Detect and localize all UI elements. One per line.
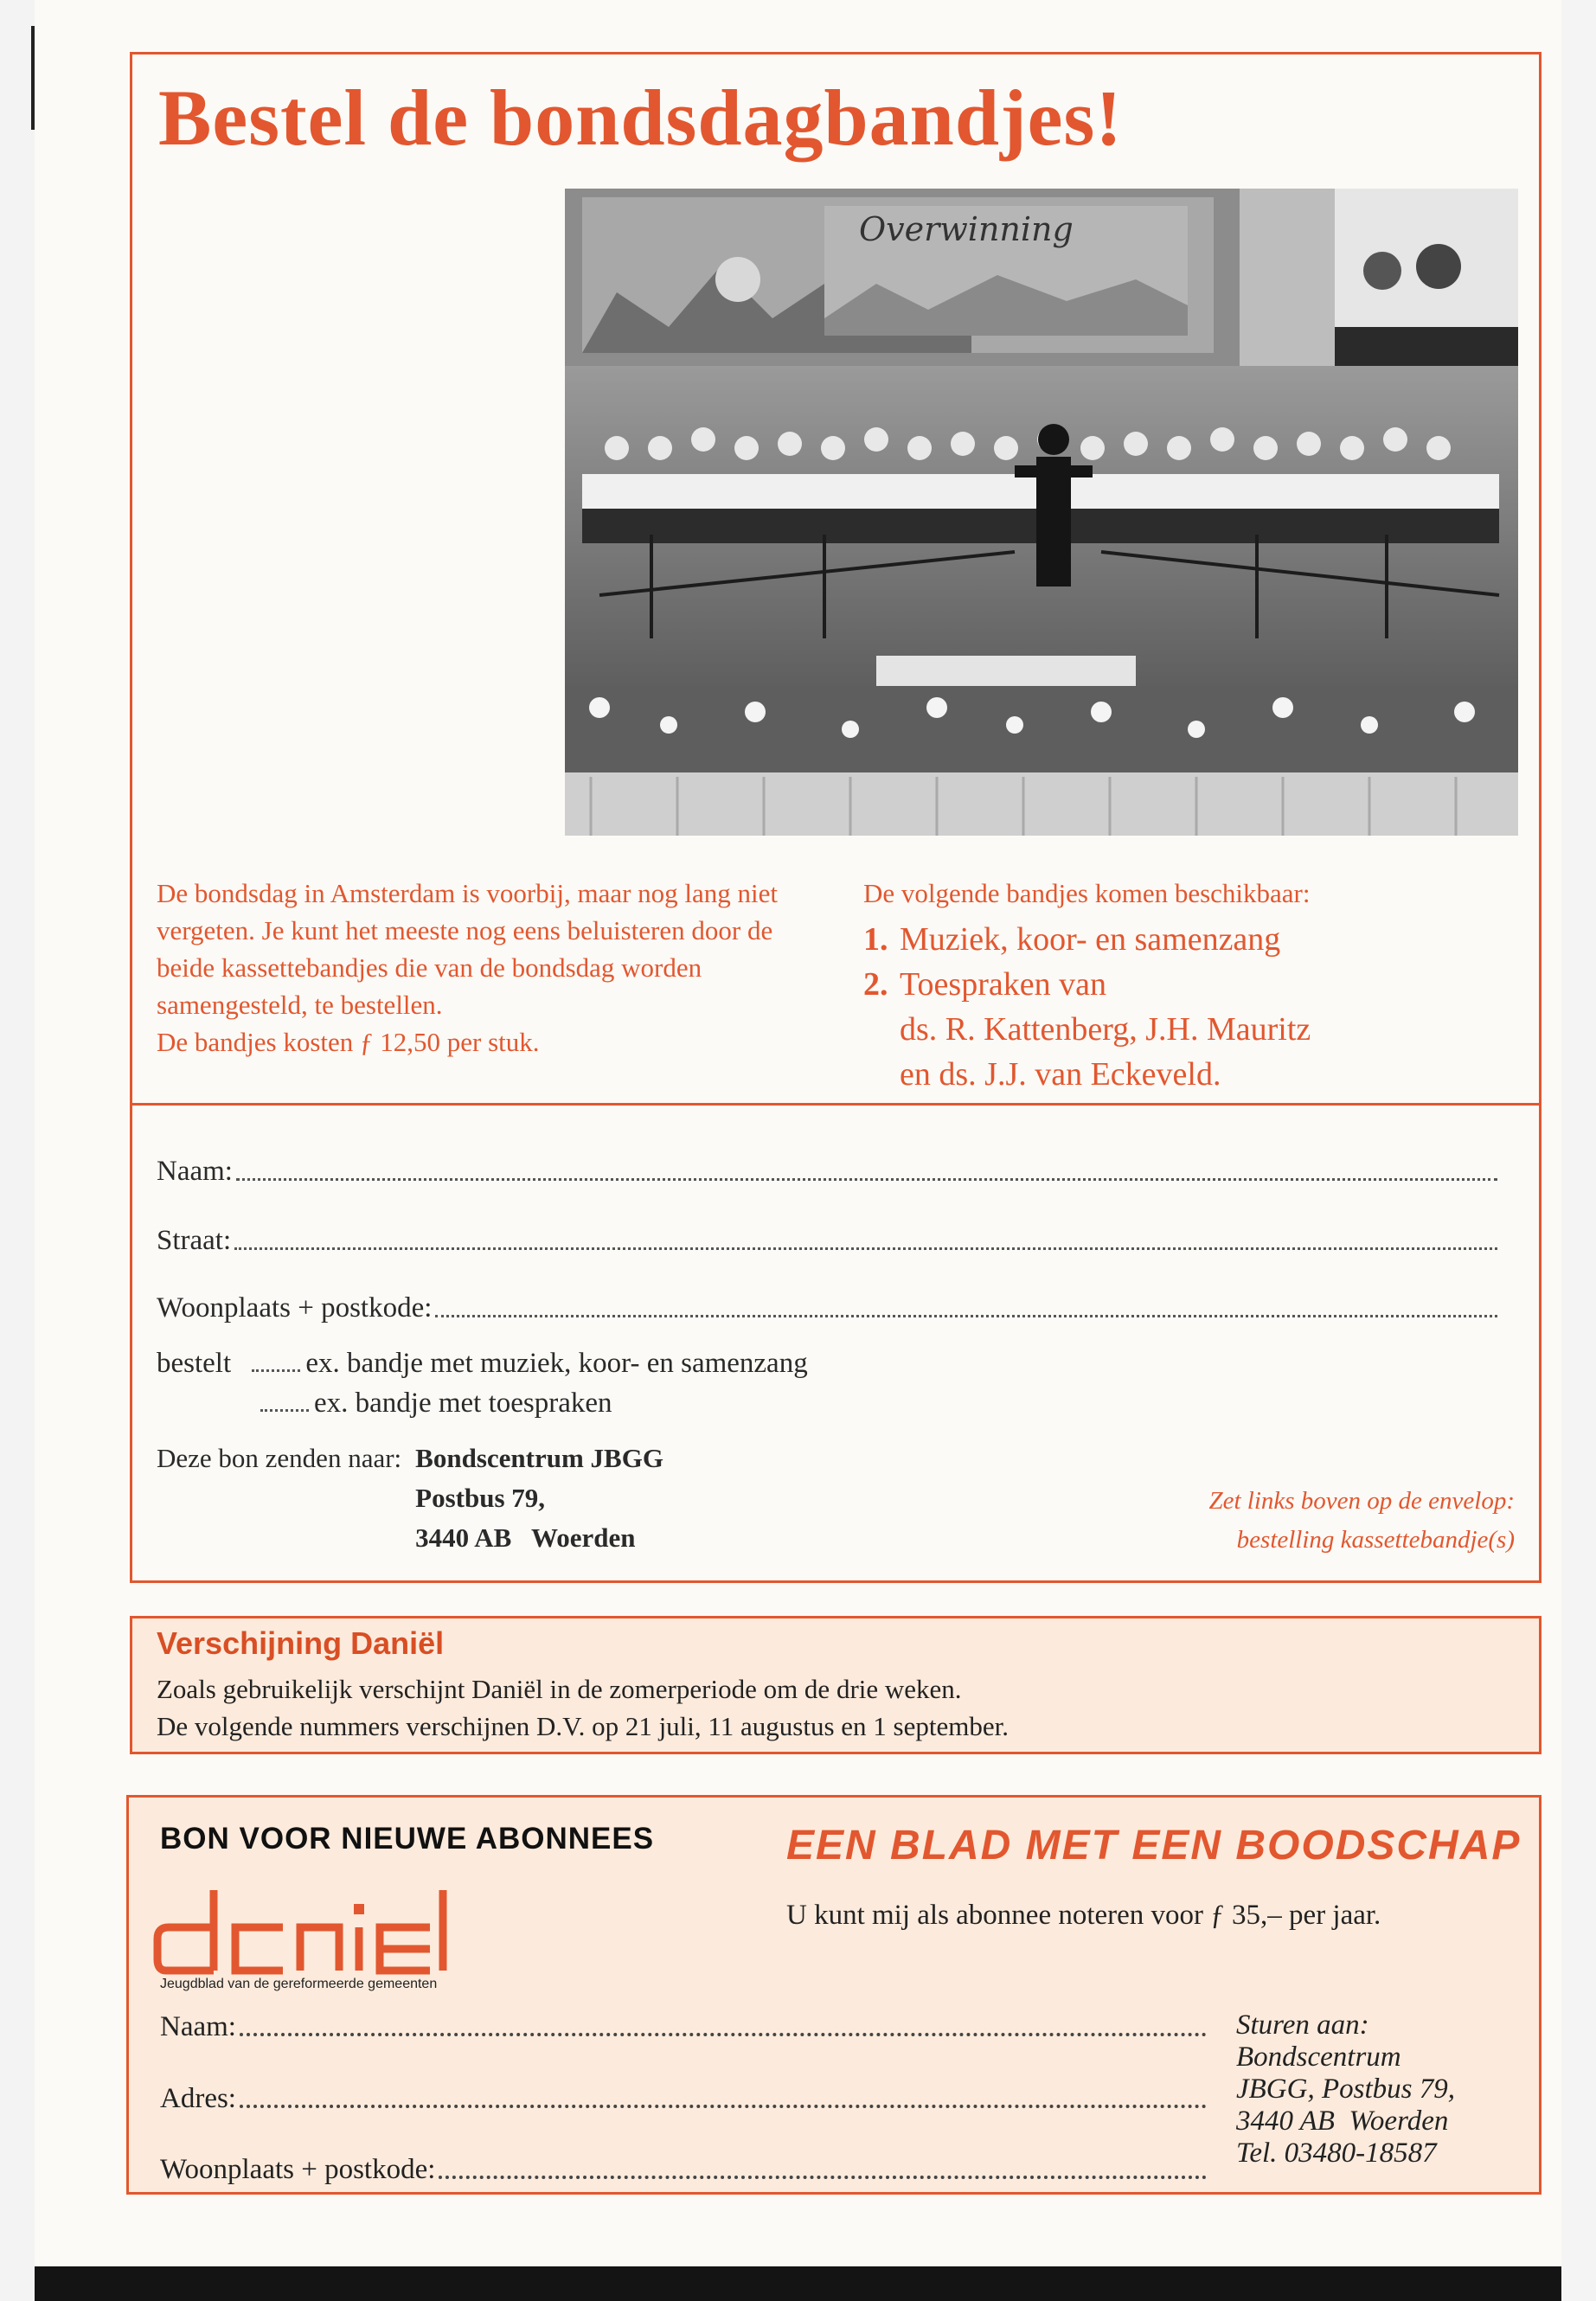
scan-edge-bottom — [35, 2266, 1561, 2301]
subscriber-name-label: Naam: — [160, 2011, 236, 2042]
send-to-line: 3440 AB Woerden — [1236, 2106, 1449, 2137]
notice-line: De volgende nummers verschijnen D.V. op 21 juli, 11 augustus en 1 september. — [157, 1711, 1009, 1741]
send-to-line: JBGG, Postbus 79, — [1236, 2073, 1455, 2105]
subscriber-name-dotted-line[interactable] — [240, 2033, 1207, 2036]
street-label: Straat: — [157, 1225, 232, 1256]
order-form-box — [130, 52, 1542, 1583]
street-field[interactable] — [157, 1222, 1497, 1257]
subscriber-address-dotted-line[interactable] — [240, 2105, 1207, 2108]
quantity-blank-speeches[interactable] — [260, 1409, 309, 1412]
subscriber-city-label: Woonplaats + postkode: — [160, 2154, 436, 2185]
intro-price: De bandjes kosten ƒ 12,50 per stuk. — [157, 1027, 540, 1057]
banner-text: Overwinning — [859, 210, 1074, 248]
subscriber-city-dotted-line[interactable] — [439, 2176, 1207, 2179]
tape-number: 1. — [863, 921, 888, 958]
available-tapes — [863, 875, 1521, 1097]
send-to-line: Sturen aan: — [1236, 2009, 1369, 2041]
orders-label: bestelt — [157, 1348, 232, 1379]
city-dotted-line[interactable] — [435, 1315, 1497, 1317]
tape-number: 2. — [863, 966, 888, 1003]
city-field[interactable] — [157, 1290, 1497, 1324]
order-line-1: ex. bandje met muziek, koor- en samenzang — [305, 1348, 808, 1379]
publication-notice-box — [130, 1616, 1542, 1754]
name-dotted-line[interactable] — [236, 1178, 1497, 1181]
address-line: Bondscentrum JBGG — [415, 1443, 663, 1473]
send-label: Deze bon zenden naar: — [157, 1443, 402, 1473]
order-line-music — [157, 1343, 808, 1383]
choir-photo-illustration — [565, 189, 1518, 836]
intro-text: De bondsdag in Amsterdam is voorbij, maar nog lang niet vergeten. Je kunt het meeste nog eens beluisteren door de beide kassettebandjes die van de bondsdag worden samengesteld, te bestellen. — [157, 878, 779, 1020]
tape-speakers-line: ds. R. Kattenberg, J.H. Mauritz — [900, 1011, 1311, 1048]
choir-photo — [565, 189, 1518, 836]
send-address — [415, 1439, 663, 1558]
subscriber-name-field[interactable] — [160, 2007, 1207, 2043]
street-dotted-line[interactable] — [234, 1247, 1497, 1250]
scan-edge-right — [1561, 0, 1596, 2301]
send-to-block — [157, 1439, 663, 1558]
tape-title: Muziek, koor- en samenzang — [900, 921, 1281, 958]
subscriber-city-field[interactable] — [160, 2150, 1207, 2186]
send-to-address — [1236, 2009, 1455, 2170]
coupon-title: BON VOOR NIEUWE ABONNEES — [160, 1822, 655, 1856]
daniel-logo — [153, 1880, 447, 1975]
notice-title: Verschijning Daniël — [157, 1625, 445, 1661]
tape-item-1 — [863, 917, 1521, 962]
address-line: Postbus 79, — [415, 1483, 546, 1513]
quantity-blank-music[interactable] — [252, 1369, 300, 1372]
logo-tagline: Jeugdblad van de gereformeerde gemeenten — [160, 1977, 438, 1991]
subscriber-address-field[interactable] — [160, 2079, 1207, 2115]
tape-title: Toespraken van — [900, 966, 1106, 1003]
page — [35, 0, 1561, 2266]
name-label: Naam: — [157, 1156, 233, 1187]
notice-line: Zoals gebruikelijk verschijnt Daniël in de zomerperiode om de drie weken. — [157, 1674, 962, 1704]
city-label: Woonplaats + postkode: — [157, 1292, 433, 1324]
scan-edge-left — [0, 0, 35, 2301]
notice-text — [157, 1670, 1009, 1745]
intro-paragraph — [157, 875, 831, 1061]
available-lead: De volgende bandjes komen beschikbaar: — [863, 878, 1311, 908]
send-to-line: Tel. 03480-18587 — [1236, 2138, 1437, 2169]
order-line-speeches — [157, 1383, 808, 1423]
send-to-line: Bondscentrum — [1236, 2041, 1401, 2073]
subscriber-address-label: Adres: — [160, 2083, 236, 2114]
name-field[interactable] — [157, 1153, 1497, 1188]
envelope-note-line: bestelling kassettebandje(s) — [1236, 1526, 1515, 1554]
envelope-note-line: Zet links boven op de envelop: — [1208, 1487, 1515, 1515]
slogan: EEN BLAD MET EEN BOODSCHAP — [786, 1823, 1522, 1868]
order-quantities — [157, 1343, 808, 1423]
subscription-coupon-box — [126, 1795, 1542, 2195]
price-text: U kunt mij als abonnee noteren voor ƒ 35,– per jaar. — [786, 1900, 1381, 1931]
headline: Bestel de bondsdagbandjes! — [158, 74, 1123, 162]
form-divider — [132, 1103, 1539, 1106]
tape-item-2 — [863, 962, 1521, 1097]
address-line: 3440 AB Woerden — [415, 1522, 636, 1553]
tape-list — [863, 917, 1521, 1097]
order-line-2: ex. bandje met toespraken — [314, 1388, 612, 1419]
tape-speakers-line: en ds. J.J. van Eckeveld. — [900, 1056, 1221, 1093]
envelope-note — [1208, 1482, 1515, 1560]
